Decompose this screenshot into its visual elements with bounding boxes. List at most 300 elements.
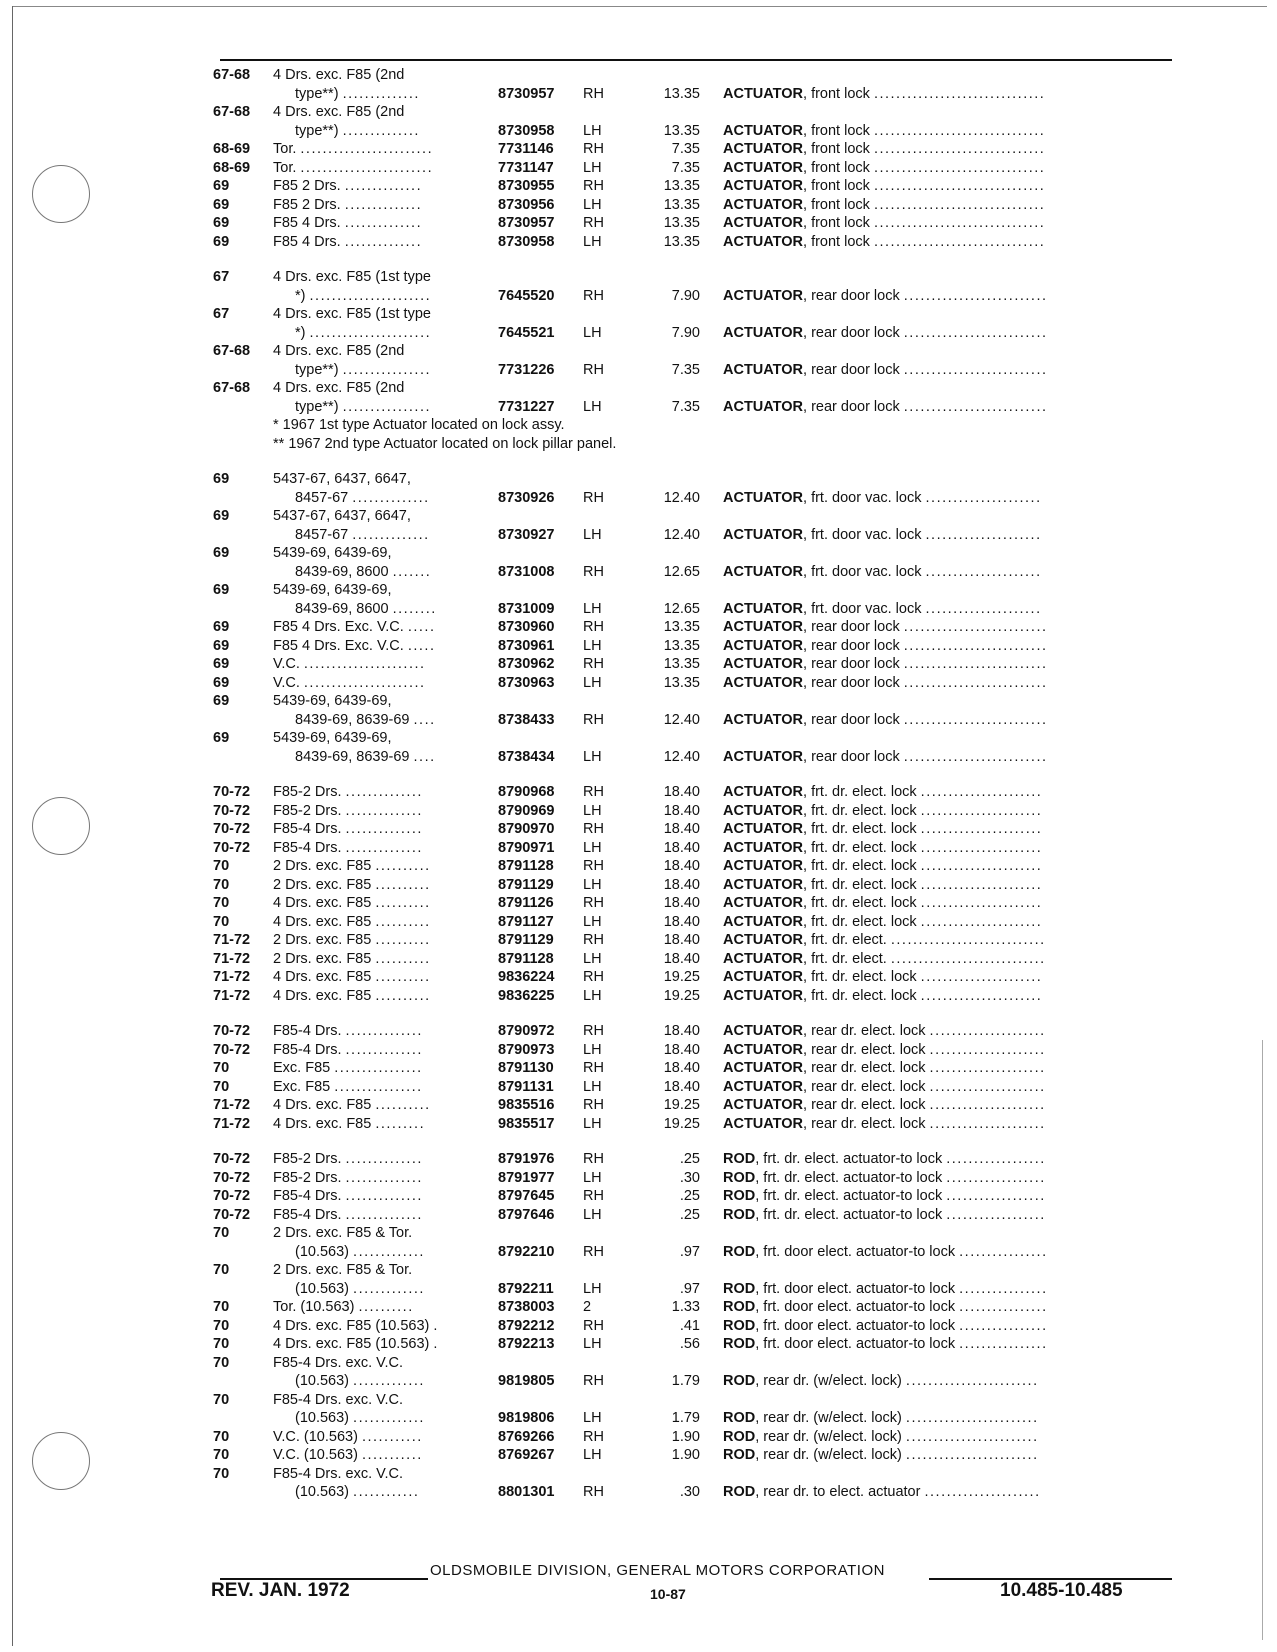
entry-line	[213, 398, 1173, 417]
model-year: 70	[213, 1317, 230, 1334]
leader-dots: ..............	[352, 489, 430, 506]
model-cell	[295, 1280, 425, 1299]
side-code: RH	[583, 215, 604, 231]
leader-dots: ......................	[920, 969, 1043, 985]
side-code: RH	[583, 1428, 604, 1445]
model-cell	[273, 655, 426, 674]
leader-dots: ..........................	[903, 398, 1048, 415]
leader-dots: ..............	[342, 85, 420, 102]
description-keyword: ACTUATOR	[723, 324, 804, 341]
part-description	[723, 1115, 1173, 1134]
model-cell	[273, 839, 423, 858]
model-year: 67-68	[213, 67, 251, 83]
part-description	[723, 968, 1173, 987]
entry-line	[213, 233, 1173, 252]
entry-line	[213, 1096, 1173, 1115]
model-desc: F85 4 Drs. Exc. V.C.	[273, 619, 404, 635]
description-text: , front lock	[803, 141, 870, 157]
model-year: 70	[213, 876, 230, 893]
leader-dots: ...............................	[873, 233, 1046, 250]
side-code: RH	[583, 1484, 604, 1500]
model-cell	[273, 637, 436, 656]
model-desc: F85-4 Drs.	[273, 1023, 342, 1039]
price: 12.40	[663, 526, 700, 543]
model-desc: 4 Drs. exc. F85 (2nd	[273, 67, 405, 83]
part-description	[723, 214, 1173, 233]
catalog-entry	[213, 1206, 1173, 1225]
model-desc-cont: (10.563)	[295, 1280, 350, 1297]
description-text: , rear dr. (w/elect. lock)	[755, 1410, 902, 1426]
leader-dots: ..........	[375, 858, 431, 874]
model-desc: F85-4 Drs.	[273, 1206, 342, 1223]
model-year: 69	[213, 508, 230, 524]
price: .97	[679, 1243, 700, 1260]
leader-dots: ......................	[920, 821, 1043, 837]
catalog-entry	[213, 1317, 1173, 1336]
part-number: 8791131	[498, 1078, 554, 1095]
side-code: LH	[583, 674, 602, 691]
part-number: 8730926	[498, 489, 555, 506]
description-text: , rear door lock	[803, 637, 900, 654]
revision-date: REV. JAN. 1972	[211, 1580, 350, 1601]
model-desc: F85 4 Drs.	[273, 233, 341, 250]
entry-line	[213, 968, 1173, 987]
catalog-entry	[213, 1261, 1173, 1298]
part-description	[723, 711, 1173, 730]
entry-line	[213, 1041, 1173, 1060]
leader-dots: ...........	[361, 1428, 423, 1445]
entry-line	[213, 637, 1173, 656]
catalog-entry	[213, 839, 1173, 858]
description-keyword: ACTUATOR	[723, 489, 804, 506]
catalog-entry	[213, 66, 1173, 103]
model-desc: 4 Drs. exc. F85	[273, 1115, 372, 1132]
entry-line	[213, 1428, 1173, 1447]
price: 13.35	[663, 85, 700, 102]
description-keyword: ACTUATOR	[723, 932, 804, 948]
leader-dots: ..........................	[903, 674, 1048, 691]
part-number: 8769267	[498, 1447, 555, 1463]
entry-line	[213, 1243, 1173, 1262]
model-cell	[295, 489, 430, 508]
description-text: , rear dr. elect. lock	[803, 1078, 926, 1095]
description-text: , front lock	[803, 159, 870, 176]
part-description	[723, 324, 1173, 343]
part-number: 8792210	[498, 1243, 555, 1260]
footnote: * 1967 1st type Actuator located on lock assy.	[273, 417, 565, 433]
price: 7.35	[671, 159, 700, 176]
model-cell	[273, 783, 423, 802]
leader-dots: ..........	[375, 950, 431, 967]
description-keyword: ACTUATOR	[723, 563, 804, 580]
model-desc: V.C.	[273, 656, 300, 672]
footer-rule	[929, 1578, 1172, 1580]
price: 18.40	[663, 932, 700, 948]
entry-line	[213, 931, 1173, 950]
description-keyword: ROD	[723, 1410, 756, 1426]
model-desc: 4 Drs. exc. F85 (2nd	[273, 380, 405, 396]
price: 18.40	[663, 895, 700, 911]
part-number: 8791126	[498, 895, 554, 911]
description-keyword: ROD	[723, 1188, 756, 1204]
side-code: RH	[583, 1188, 604, 1204]
price: .41	[679, 1317, 700, 1334]
entry-line	[213, 470, 1173, 489]
model-desc: 4 Drs. exc. F85	[273, 969, 372, 985]
side-code: RH	[583, 711, 604, 728]
part-description	[723, 857, 1173, 876]
description-text: , rear door lock	[803, 287, 900, 304]
side-code: RH	[583, 141, 604, 157]
model-cell	[295, 711, 436, 730]
model-desc: 2 Drs. exc. F85	[273, 950, 372, 967]
model-year: 68-69	[213, 141, 251, 157]
catalog-group	[213, 783, 1173, 1005]
description-keyword: ACTUATOR	[723, 674, 804, 691]
price: 19.25	[663, 969, 700, 985]
description-text: , rear door lock	[803, 619, 900, 635]
model-year: 70	[213, 1078, 230, 1095]
description-text: , frt. dr. elect. lock	[803, 802, 917, 819]
entry-line	[213, 342, 1173, 361]
model-desc: 4 Drs. exc. F85 (10.563) .	[273, 1317, 438, 1334]
catalog-entry	[213, 1096, 1173, 1115]
model-cell	[273, 1298, 414, 1317]
model-cell	[295, 398, 431, 417]
model-year: 69	[213, 196, 230, 213]
entry-line	[213, 839, 1173, 858]
side-code: LH	[583, 159, 602, 176]
description-keyword: ROD	[723, 1280, 756, 1297]
part-number: 8791127	[498, 913, 554, 930]
part-description	[723, 140, 1173, 159]
model-desc: 4 Drs. exc. F85 (2nd	[273, 104, 405, 120]
side-code: RH	[583, 1243, 604, 1260]
entry-line	[213, 729, 1173, 748]
part-description	[723, 1446, 1173, 1465]
description-text: , frt. door vac. lock	[803, 563, 922, 580]
model-cell	[273, 618, 436, 637]
model-cell	[273, 1115, 425, 1134]
model-cell	[273, 674, 426, 693]
part-description	[723, 783, 1173, 802]
leader-dots: ..........	[375, 895, 431, 911]
model-cell	[273, 1169, 423, 1188]
entry-line	[213, 692, 1173, 711]
model-year: 70-72	[213, 784, 251, 800]
catalog-entry	[213, 177, 1173, 196]
catalog-entry	[213, 1465, 1173, 1502]
model-cell	[295, 1483, 419, 1502]
model-year: 70-72	[213, 1023, 251, 1039]
model-desc-cont: (10.563)	[295, 1484, 350, 1500]
entry-line	[213, 1022, 1173, 1041]
description-keyword: ROD	[723, 1484, 756, 1500]
price: 7.35	[671, 361, 700, 378]
part-description	[723, 1096, 1173, 1115]
entry-line	[213, 1187, 1173, 1206]
side-code: RH	[583, 287, 604, 304]
catalog-entry	[213, 692, 1173, 729]
side-code: RH	[583, 895, 604, 911]
model-cell	[295, 563, 431, 582]
model-cell	[295, 324, 431, 343]
model-desc-cont: (10.563)	[295, 1243, 350, 1260]
catalog-entry	[213, 820, 1173, 839]
part-description	[723, 1280, 1173, 1299]
price: 7.35	[671, 141, 700, 157]
leader-dots: ..........	[375, 969, 431, 985]
model-year: 67	[213, 269, 230, 285]
description-text: , rear dr. elect. lock	[803, 1041, 926, 1058]
model-cell	[273, 1078, 423, 1097]
leader-dots: ..........................	[903, 361, 1048, 378]
leader-dots: ..............	[345, 1151, 423, 1167]
model-cell	[295, 361, 431, 380]
side-code: LH	[583, 1078, 602, 1095]
description-keyword: ROD	[723, 1336, 756, 1352]
catalog-entry	[213, 214, 1173, 233]
part-number: 8769266	[498, 1428, 555, 1445]
model-desc-cont: type**)	[295, 85, 339, 102]
model-cell	[273, 214, 422, 233]
catalog-entry	[213, 1150, 1173, 1169]
part-number: 8791976	[498, 1151, 555, 1167]
side-code: LH	[583, 526, 602, 543]
part-number: 8797646	[498, 1206, 555, 1223]
entry-line	[213, 1372, 1173, 1391]
model-cell	[273, 1446, 423, 1465]
model-desc-cont: (10.563)	[295, 1410, 350, 1426]
entry-line	[213, 876, 1173, 895]
part-number: 8730956	[498, 196, 555, 213]
part-description	[723, 987, 1173, 1006]
description-text: , frt. door vac. lock	[803, 489, 922, 506]
entry-line	[213, 674, 1173, 693]
price: 13.35	[663, 215, 700, 231]
catalog-entry	[213, 1428, 1173, 1447]
part-description	[723, 1243, 1173, 1262]
model-year: 70-72	[213, 839, 251, 856]
description-text: , frt. dr. elect. lock	[803, 876, 917, 893]
part-number: 8730960	[498, 619, 555, 635]
part-number: 8790969	[498, 802, 555, 819]
description-text: , rear dr. to elect. actuator	[755, 1484, 921, 1500]
model-cell	[273, 1022, 423, 1041]
leader-dots: .......	[392, 563, 432, 580]
description-text: , frt. dr. elect. lock	[803, 895, 917, 911]
catalog-group	[213, 1022, 1173, 1133]
model-desc: V.C.	[273, 674, 300, 691]
side-code: LH	[583, 1169, 602, 1186]
price: 13.35	[663, 196, 700, 213]
description-text: , frt. dr. elect. lock	[803, 913, 917, 930]
catalog-entry	[213, 1059, 1173, 1078]
leader-dots: ..............	[352, 526, 430, 543]
description-keyword: ACTUATOR	[723, 876, 804, 893]
model-year: 70-72	[213, 1169, 251, 1186]
part-number: 8730957	[498, 215, 555, 231]
entry-line	[213, 1261, 1173, 1280]
catalog-entry	[213, 802, 1173, 821]
leader-dots: ..................	[946, 1206, 1046, 1223]
description-text: , front lock	[803, 196, 870, 213]
part-number: 8791128	[498, 858, 554, 874]
leader-dots: ...............................	[873, 196, 1046, 213]
model-desc: F85-2 Drs.	[273, 784, 342, 800]
entry-line	[213, 1391, 1173, 1410]
price: 19.25	[663, 987, 700, 1004]
side-code: RH	[583, 1023, 604, 1039]
part-number: 8738434	[498, 748, 555, 765]
model-cell	[273, 968, 431, 987]
part-number: 7645520	[498, 287, 555, 304]
description-text: , frt. door elect. actuator-to lock	[755, 1299, 956, 1315]
description-text: , rear door lock	[803, 748, 900, 765]
catalog-entry	[213, 1022, 1173, 1041]
description-keyword: ACTUATOR	[723, 287, 804, 304]
model-year: 70	[213, 1262, 230, 1278]
model-cell	[273, 140, 433, 159]
group-range: 10.485-10.485	[1000, 1580, 1123, 1601]
catalog-entry	[213, 1354, 1173, 1391]
entry-line	[213, 379, 1173, 398]
price: .25	[679, 1188, 700, 1204]
leader-dots: ..........	[375, 932, 431, 948]
catalog-entry	[213, 1446, 1173, 1465]
part-number: 8730963	[498, 674, 555, 691]
price: .30	[679, 1484, 700, 1500]
part-description	[723, 1206, 1173, 1225]
catalog-entry	[213, 233, 1173, 252]
model-cell	[273, 196, 422, 215]
price: 13.35	[663, 637, 700, 654]
side-code: RH	[583, 563, 604, 580]
leader-dots: ................	[334, 1060, 423, 1076]
entry-line	[213, 103, 1173, 122]
page-right-border	[1262, 1040, 1263, 1640]
entry-line	[213, 85, 1173, 104]
description-text: , frt. door elect. actuator-to lock	[755, 1317, 956, 1334]
description-keyword: ROD	[723, 1169, 756, 1186]
model-desc: 5439-69, 6439-69,	[273, 693, 392, 709]
side-code: RH	[583, 656, 604, 672]
model-desc: 4 Drs. exc. F85 (1st type	[273, 269, 431, 285]
side-code: RH	[583, 1097, 604, 1113]
entry-line	[213, 618, 1173, 637]
part-number: 8730962	[498, 656, 555, 672]
catalog-entry	[213, 103, 1173, 140]
part-number: 8791130	[498, 1060, 554, 1076]
entry-line	[213, 1354, 1173, 1373]
entry-line	[213, 1317, 1173, 1336]
leader-dots: ..........................	[903, 656, 1048, 672]
model-desc-cont: type**)	[295, 122, 339, 139]
part-description	[723, 618, 1173, 637]
side-code: LH	[583, 637, 602, 654]
side-code: LH	[583, 1041, 602, 1058]
model-cell	[273, 820, 423, 839]
description-keyword: ACTUATOR	[723, 122, 804, 139]
description-text: , rear door lock	[803, 398, 900, 415]
model-cell	[273, 1150, 423, 1169]
part-description	[723, 802, 1173, 821]
description-text: , frt. dr. elect. actuator-to lock	[755, 1151, 943, 1167]
catalog-entry	[213, 544, 1173, 581]
description-keyword: ROD	[723, 1206, 756, 1223]
side-code: LH	[583, 1280, 602, 1297]
part-number: 7731226	[498, 361, 555, 378]
leader-dots: ................	[342, 398, 432, 415]
description-keyword: ACTUATOR	[723, 1097, 804, 1113]
part-number: 8730927	[498, 526, 555, 543]
leader-dots: ...............................	[873, 85, 1046, 102]
leader-dots: ..............	[344, 196, 423, 213]
leader-dots: .............	[353, 1373, 425, 1389]
part-number: 8790968	[498, 784, 555, 800]
description-text: , frt. dr. elect. lock	[803, 821, 917, 837]
description-keyword: ACTUATOR	[723, 178, 804, 194]
part-description	[723, 950, 1173, 969]
part-number: 8791128	[498, 950, 554, 967]
leader-dots: ..............	[342, 122, 420, 139]
entry-line	[213, 1465, 1173, 1484]
description-keyword: ACTUATOR	[723, 637, 804, 654]
side-code: LH	[583, 876, 602, 893]
catalog-entry	[213, 876, 1173, 895]
footnote: ** 1967 2nd type Actuator located on lock pillar panel.	[273, 435, 617, 452]
part-number: 8730961	[498, 637, 555, 654]
catalog-entry	[213, 968, 1173, 987]
leader-dots: ..............	[344, 178, 423, 194]
model-desc-cont: 8457-67	[295, 489, 349, 506]
part-description	[723, 1150, 1173, 1169]
model-desc: F85-4 Drs.	[273, 839, 342, 856]
description-text: , rear dr. elect. lock	[803, 1097, 926, 1113]
model-year: 70	[213, 1225, 230, 1241]
model-year: 69	[213, 674, 230, 691]
description-keyword: ACTUATOR	[723, 987, 804, 1004]
model-desc: 2 Drs. exc. F85	[273, 876, 372, 893]
side-code: RH	[583, 1151, 604, 1167]
part-description	[723, 526, 1173, 545]
footer-rule	[220, 1578, 428, 1580]
leader-dots: ........................	[300, 141, 434, 157]
model-desc: 5439-69, 6439-69,	[273, 545, 392, 561]
model-desc: F85 2 Drs.	[273, 196, 341, 213]
entry-line	[213, 748, 1173, 767]
entry-line	[213, 802, 1173, 821]
description-keyword: ACTUATOR	[723, 398, 804, 415]
model-year: 70	[213, 1336, 230, 1352]
description-text: , frt. door elect. actuator-to lock	[755, 1336, 956, 1352]
binder-hole-icon	[32, 797, 90, 855]
entry-line	[213, 287, 1173, 306]
description-keyword: ACTUATOR	[723, 196, 804, 213]
entry-line	[213, 140, 1173, 159]
part-number: 8792211	[498, 1280, 554, 1297]
leader-dots: .....................	[925, 600, 1042, 617]
model-desc: F85-2 Drs.	[273, 1169, 342, 1186]
model-desc-cont: *)	[295, 287, 306, 304]
price: 18.40	[663, 950, 700, 967]
model-year: 68-69	[213, 159, 251, 176]
header-rule	[220, 59, 1172, 61]
side-code: LH	[583, 1447, 602, 1463]
part-number: 9836224	[498, 969, 555, 985]
part-description	[723, 748, 1173, 767]
part-description	[723, 563, 1173, 582]
